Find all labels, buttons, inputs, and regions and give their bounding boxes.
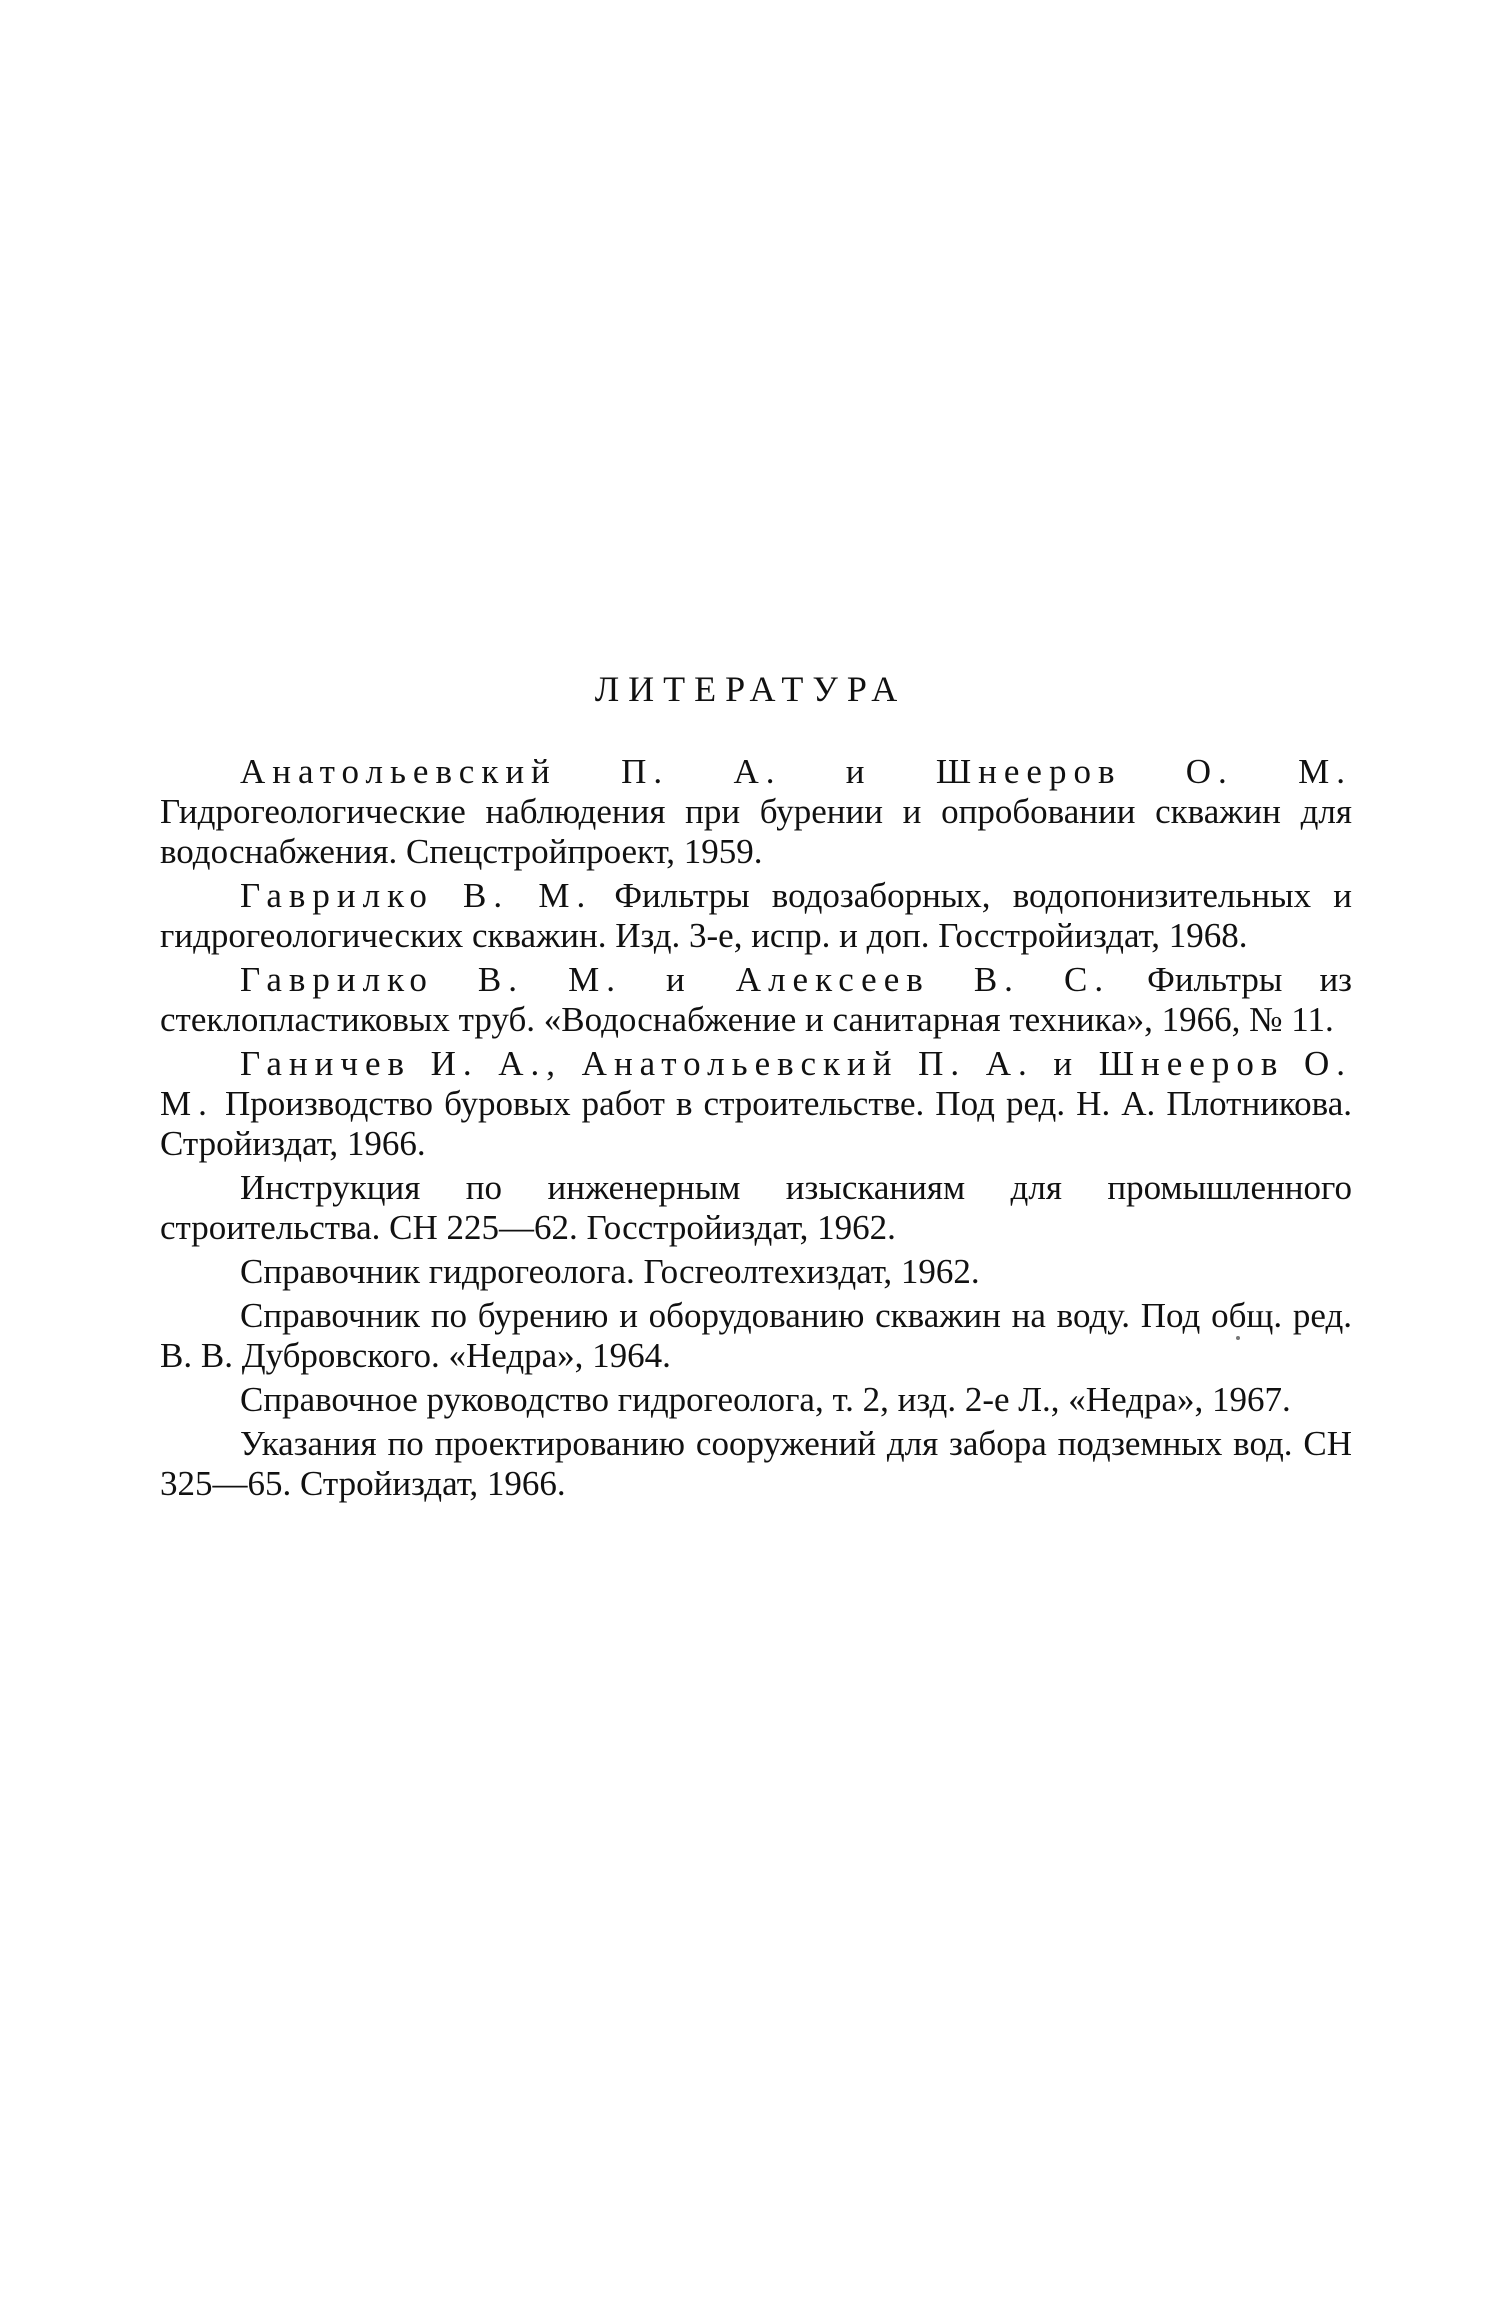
reference-item xyxy=(160,752,1352,872)
reference-list xyxy=(160,752,1352,1508)
reference-text: Справочник по бурению и оборудованию скважин на воду. Под общ. ред. В. В. Дубровского. «Недра», 1964. xyxy=(160,1296,1352,1375)
reference-item xyxy=(160,1296,1352,1376)
reference-text: Указания по проектированию сооружений для забора подземных вод. СН 325—65. Стройиздат, 1966. xyxy=(160,1424,1352,1503)
reference-text: Гидрогеологические наблюдения при бурении и опробовании скважин для водоснабжения. Спецстройпроект, 1959. xyxy=(160,792,1352,871)
reference-item xyxy=(160,1168,1352,1248)
reference-text: Фильтры из стеклопластиковых труб. «Водоснабжение и санитарная техника», 1966, № 11. xyxy=(160,960,1353,1039)
reference-authors: Ганичев И. А., Анатольевский П. А. и Шнееров О. М. xyxy=(160,1044,1352,1123)
reference-item xyxy=(160,1380,1352,1420)
scan-speck xyxy=(1236,1336,1240,1340)
reference-text: Инструкция по инженерным изысканиям для промышленного строительства. СН 225—62. Госстройиздат, 1962. xyxy=(160,1168,1352,1247)
reference-authors: Гаврилко В. М. xyxy=(240,876,593,915)
reference-text: Производство буровых работ в строительстве. Под ред. Н. А. Плотникова. Стройиздат, 1966. xyxy=(160,1084,1353,1163)
reference-text: Справочное руководство гидрогеолога, т. 2, изд. 2-е Л., «Недра», 1967. xyxy=(240,1380,1291,1419)
reference-item xyxy=(160,1424,1352,1504)
reference-text: Фильтры водозаборных, водопонизительных и гидрогеологических скважин. Изд. 3-е, испр. и доп. Госстройиздат, 1968. xyxy=(160,876,1353,955)
reference-authors: Гаврилко В. М. и Алексеев В. С. xyxy=(240,960,1111,999)
reference-item xyxy=(160,876,1352,956)
page-title: ЛИТЕРАТУРА xyxy=(594,669,907,709)
reference-item xyxy=(160,1044,1352,1164)
reference-text: Справочник гидрогеолога. Госгеолтехиздат, 1962. xyxy=(240,1252,980,1291)
reference-item xyxy=(160,960,1352,1040)
reference-authors: Анатольевский П. А. и Шнееров О. М. xyxy=(240,752,1352,791)
reference-item xyxy=(160,1252,1352,1292)
